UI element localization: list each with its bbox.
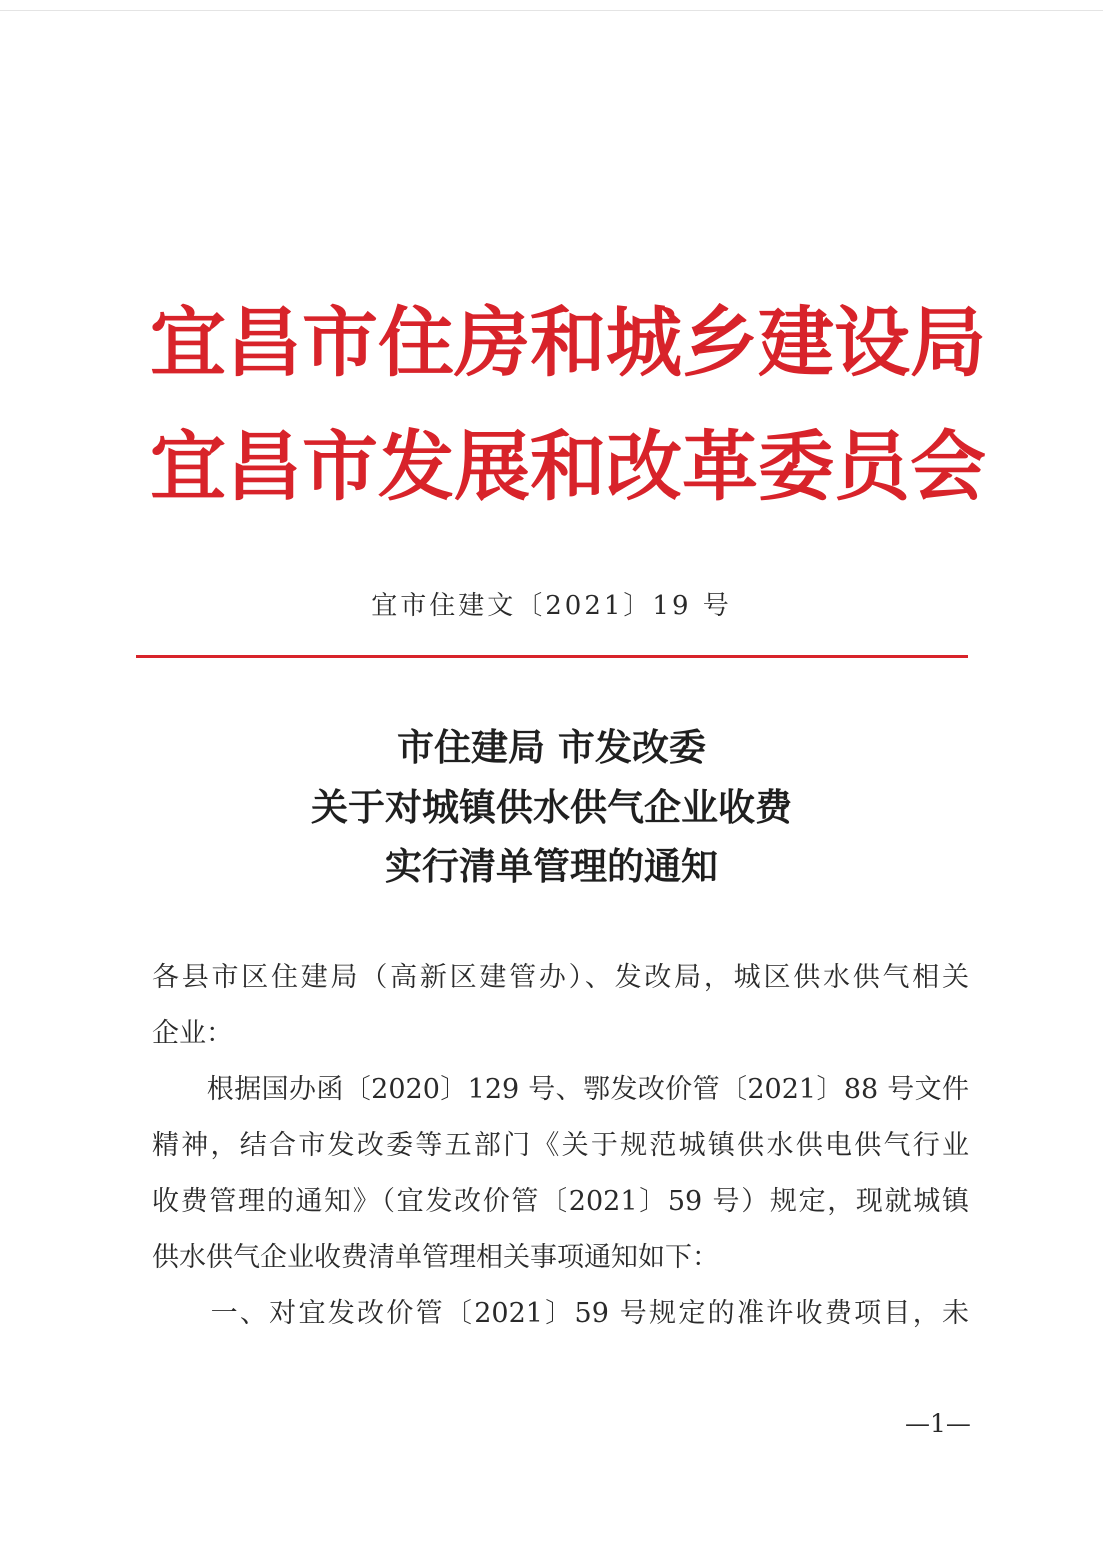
body-line: 各县市区住建局（高新区建管办）、发改局，城区供水供气相关 — [152, 962, 969, 993]
body-line: 精神，结合市发改委等五部门《关于规范城镇供水供电供气行业 — [152, 1130, 969, 1161]
agency-char: 住 — [378, 298, 454, 387]
agency-char: 宜 — [150, 422, 226, 511]
agency-char: 和 — [530, 422, 606, 511]
agency-char: 城 — [606, 298, 682, 387]
agency-char: 昌 — [226, 298, 302, 387]
agency-char: 展 — [454, 422, 530, 511]
body-line: 企业： — [152, 1018, 233, 1049]
body-line: 供水供气企业收费清单管理相关事项通知如下： — [152, 1242, 719, 1273]
red-separator-line — [136, 655, 968, 658]
agency-char: 发 — [378, 422, 454, 511]
body-line: 一、对宜发改价管〔2021〕59 号规定的准许收费项目，未 — [152, 1298, 969, 1329]
agency-char: 员 — [834, 422, 910, 511]
body-line: 收费管理的通知》（宜发改价管〔2021〕59 号）规定，现就城镇 — [152, 1186, 969, 1217]
notice-title-line-1: 市住建局 市发改委 — [397, 725, 706, 769]
agency-char: 会 — [910, 422, 986, 511]
agency-char: 房 — [454, 298, 530, 387]
agency-char: 和 — [530, 298, 606, 387]
agency-char: 市 — [302, 298, 378, 387]
agency-char: 改 — [606, 422, 682, 511]
document-number: 宜市住建文〔2021〕19 号 — [371, 591, 732, 621]
agency-char: 昌 — [226, 422, 302, 511]
agency-char: 市 — [302, 422, 378, 511]
agency-char: 局 — [910, 298, 986, 387]
notice-title-line-2: 关于对城镇供水供气企业收费 — [311, 785, 792, 829]
agency-char: 乡 — [682, 298, 758, 387]
issuing-agency-development — [150, 413, 986, 521]
agency-char: 委 — [758, 422, 834, 511]
page-number: —1— — [905, 1409, 971, 1438]
agency-char: 设 — [834, 298, 910, 387]
agency-char: 宜 — [150, 298, 226, 387]
body-line: 根据国办函〔2020〕129 号、鄂发改价管〔2021〕88 号文件 — [152, 1074, 969, 1105]
agency-char: 建 — [758, 298, 834, 387]
top-edge-rule — [0, 10, 1103, 11]
agency-char: 革 — [682, 422, 758, 511]
notice-title-line-3: 实行清单管理的通知 — [385, 844, 718, 888]
issuing-agency-housing — [150, 289, 986, 397]
